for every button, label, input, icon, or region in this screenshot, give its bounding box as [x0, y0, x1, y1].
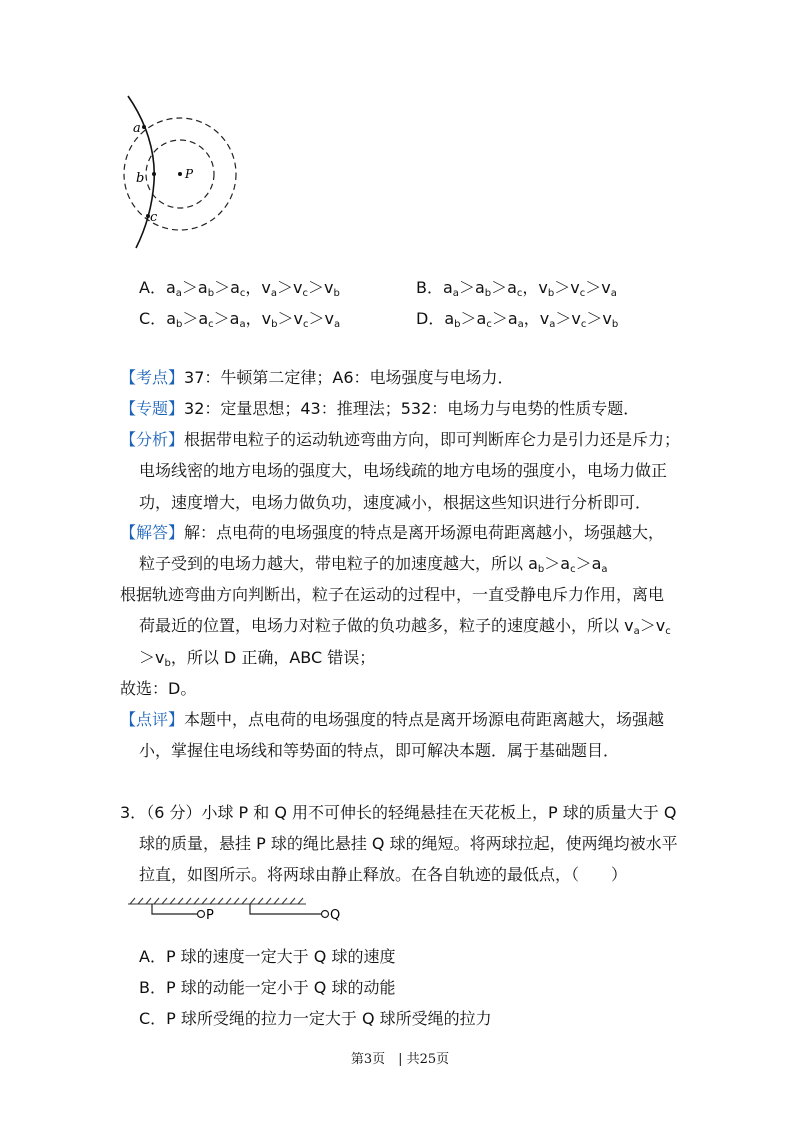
q2-option-d: D．$a_b>a_c>a_a$，$v_a>v_c>v_b$ — [416, 309, 619, 330]
p-string — [152, 904, 197, 914]
field-trajectory-figure — [118, 92, 248, 252]
p-ball-label: P — [206, 908, 214, 923]
dianping-line-2: 小，掌握住电场线和等势面的特点，即可解决本题．属于基础题目． — [139, 741, 620, 760]
zhuanti-label: 【专题】 — [120, 399, 185, 418]
q3-line-2: 球的质量，悬挂 P 球的绳比悬挂 Q 球的绳短。将两球拉起，使两绳均被水平 — [139, 834, 678, 853]
q3-option-b: B．P 球的动能一定小于 Q 球的动能 — [139, 978, 396, 997]
q3-number: 3． — [120, 803, 147, 822]
fenxi-line-3: 功，速度增大，电场力做负功，速度减小，根据这些知识进行分析即可． — [139, 493, 652, 512]
label-a: a — [133, 121, 141, 136]
fenxi-line-1: 【分析】根据带电粒子的运动轨迹弯曲方向，即可判断库仑力是引力还是斥力； — [120, 430, 681, 449]
q2-option-a: A．$a_a>a_b>a_c$，$v_a>v_c>v_b$ — [139, 278, 340, 299]
point-a-dot — [142, 125, 146, 129]
pendulum-figure — [126, 896, 356, 926]
kaodian-label: 【考点】 — [120, 368, 185, 387]
kaodian-text: 37：牛顿第二定律；A6：电场强度与电场力． — [184, 368, 514, 387]
label-p: P — [185, 167, 194, 181]
ceiling-hatching — [128, 898, 306, 904]
q3-option-a: A．P 球的速度一定大于 Q 球的速度 — [139, 947, 396, 966]
jieda-line-5: $>v_b$，所以 D 正确，ABC 错误； — [139, 648, 376, 669]
q3-line-3: 拉直，如图所示。将两球由静止释放。在各自轨迹的最低点，（ ） — [139, 865, 628, 884]
label-c: c — [150, 210, 158, 225]
label-b: b — [136, 171, 145, 186]
jieda-line-2: 粒子受到的电场力越大，带电粒子的加速度越大，所以 $a_b>a_c>a_a$ — [139, 554, 608, 575]
q-string — [250, 904, 321, 914]
q-ball-label: Q — [330, 908, 341, 923]
page-number: 第3页 | 共25页 — [350, 1052, 450, 1067]
q3-option-c: C．P 球所受绳的拉力一定大于 Q 球所受绳的拉力 — [139, 1009, 492, 1028]
fenxi-label: 【分析】 — [120, 430, 185, 449]
jieda-line-6: 故选：D。 — [120, 679, 197, 698]
dianping-label: 【点评】 — [120, 710, 185, 729]
point-b-dot — [152, 172, 156, 176]
jieda-line-1: 【解答】解：点电荷的电场强度的特点是离开场源电荷距离越小，场强越大， — [120, 523, 665, 542]
kaodian-line — [120, 368, 514, 388]
q-ball — [322, 911, 329, 918]
zhuanti-text: 32：定量思想；43：推理法；532：电场力与电势的性质专题． — [184, 399, 640, 418]
jieda-label: 【解答】 — [120, 523, 185, 542]
point-p-dot — [178, 172, 182, 176]
jieda-line-4: 荷最近的位置，电场力对粒子做的负功越多，粒子的速度越小，所以 $v_a>v_c$ — [139, 616, 671, 637]
dianping-line-1: 【点评】本题中，点电荷的电场强度的特点是离开场源电荷距离越大，场强越 — [120, 710, 665, 729]
fenxi-line-2: 电场线密的地方电场的强度大，电场线疏的地方电场的强度小，电场力做正 — [139, 461, 668, 480]
jieda-line-3: 根据轨迹弯曲方向判断出，粒子在运动的过程中，一直受静电斥力作用，离电 — [120, 585, 665, 604]
q2-option-b: B．$a_a>a_b>a_c$，$v_b>v_c>v_a$ — [416, 278, 617, 299]
zhuanti-line — [120, 399, 639, 419]
p-ball — [198, 911, 205, 918]
q2-option-c: C．$a_b>a_c>a_a$，$v_b>v_c>v_a$ — [139, 309, 341, 330]
q3-line-1: 3．（6 分）小球 P 和 Q 用不可伸长的轻绳悬挂在天花板上，P 球的质量大于 Q — [120, 803, 677, 822]
